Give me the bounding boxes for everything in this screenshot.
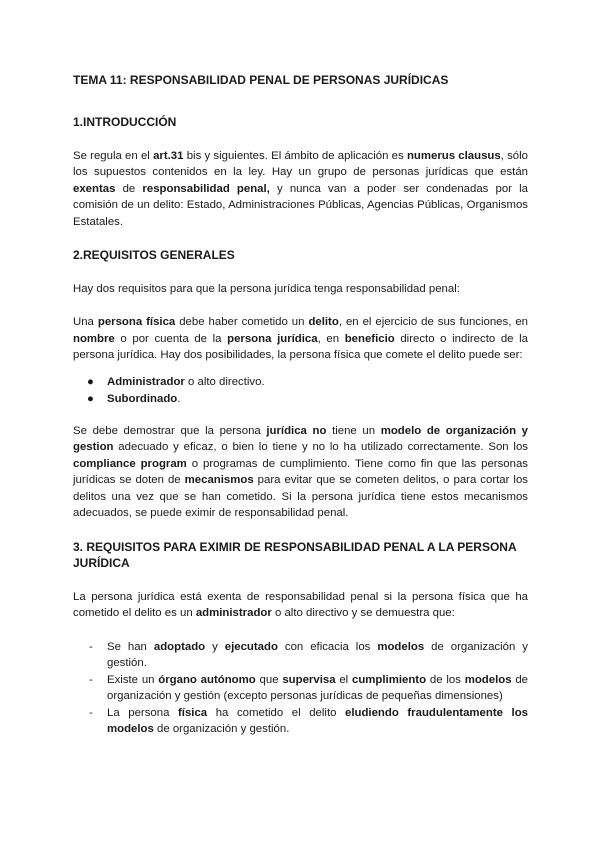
text-run: de organización y gestión. bbox=[153, 723, 290, 735]
section-1-heading: 1.INTRODUCCIÓN bbox=[73, 115, 177, 129]
bold-text: eludiendo fraudulentamente los modelos bbox=[107, 706, 528, 735]
bold-text: numerus clausus bbox=[406, 149, 501, 162]
list-item bbox=[73, 374, 528, 391]
text-run: Se debe demostrar que la persona bbox=[73, 424, 267, 437]
list-item bbox=[73, 639, 528, 672]
bold-text: beneficio bbox=[344, 332, 395, 345]
bold-text: art.31 bbox=[153, 149, 184, 162]
text-run: La persona bbox=[107, 706, 178, 719]
dash-marker: - bbox=[89, 673, 93, 686]
section-1-paragraph bbox=[73, 148, 528, 231]
text-run: , sólo los supuestos contenidos en la ley. Hay un grupo de personas jurídicas que están bbox=[73, 149, 528, 178]
bold-text: adoptado bbox=[153, 640, 206, 653]
bold-text: cumplimiento bbox=[352, 673, 427, 686]
text-run: para evitar que se cometen delitos, o para cortar los delitos una vez que se han cometido. Si la persona jurídica tiene estos mecanismos adecuados, se puede eximir de responsabilidad penal. bbox=[73, 474, 528, 519]
text-run: Una bbox=[73, 316, 98, 328]
bold-text: mecanismos bbox=[184, 474, 254, 486]
bold-text: ejecutado bbox=[224, 640, 278, 653]
bold-text: jurídica no bbox=[266, 424, 327, 437]
bold-text: física bbox=[178, 706, 208, 719]
text-run: de los bbox=[426, 673, 465, 686]
section-2-paragraph bbox=[73, 314, 528, 364]
bold-text: responsabilidad penal, bbox=[142, 182, 270, 195]
text-run: o alto directivo. bbox=[184, 375, 265, 388]
section-3-heading: 3. REQUISITOS PARA EXIMIR DE RESPONSABILIDAD PENAL A LA PERSONA JURÍDICA bbox=[73, 539, 517, 570]
text-run: o alto directivo y se demuestra que: bbox=[271, 607, 455, 619]
bold-text: compliance program bbox=[73, 457, 187, 470]
bold-text: persona física bbox=[97, 316, 176, 328]
document-title: TEMA 11: RESPONSABILIDAD PENAL DE PERSONAS JURÍDICAS bbox=[73, 73, 449, 87]
text-run: , en bbox=[317, 332, 345, 345]
text-run: bis y siguientes. El ámbito de aplicación es bbox=[183, 149, 407, 162]
section-2-intro bbox=[73, 281, 528, 298]
bold-text: persona jurídica bbox=[227, 332, 318, 345]
section-2-paragraph-compliance bbox=[73, 423, 528, 522]
text-run: La persona jurídica está exenta de responsabilidad penal si la persona física que ha cometido el delito es un bbox=[73, 590, 528, 619]
text-run: Se han bbox=[107, 640, 154, 653]
text-run: y bbox=[205, 640, 225, 653]
text-run: adecuado y eficaz, o bien lo tiene y no lo ha utilizado correctamente. Son los bbox=[113, 441, 528, 453]
section-3-paragraph bbox=[73, 589, 528, 622]
bold-text: delito bbox=[308, 316, 339, 328]
bold-text: modelos bbox=[464, 673, 512, 686]
bold-text: órgano autónomo bbox=[158, 673, 256, 686]
text-run: con eficacia los bbox=[277, 640, 378, 653]
text-run: o por cuenta de la bbox=[114, 332, 228, 345]
text-run: Se regula en el bbox=[73, 149, 154, 162]
text-run: de bbox=[115, 182, 143, 195]
text-run: , en el ejercicio de sus funciones, en bbox=[338, 316, 529, 328]
bold-text: administrador bbox=[195, 607, 272, 619]
bold-text: nombre bbox=[73, 332, 115, 345]
bold-text: Administrador bbox=[107, 375, 185, 388]
exemption-requirements-list bbox=[73, 639, 528, 738]
text-run: Hay dos requisitos para que la persona jurídica tenga responsabilidad penal: bbox=[73, 282, 460, 295]
bullet-marker: ● bbox=[87, 393, 94, 405]
text-run: ha cometido el delito bbox=[207, 706, 346, 719]
text-run: de organización y gestión (excepto personas jurídicas de pequeñas dimensiones) bbox=[107, 673, 528, 702]
section-2-heading: 2.REQUISITOS GENERALES bbox=[73, 248, 235, 262]
text-run: debe haber cometido un bbox=[175, 316, 309, 328]
text-run: o programas de cumplimiento. Tiene como fin que las personas jurídicas se doten de bbox=[73, 457, 528, 486]
bold-text: Subordinado bbox=[107, 393, 178, 405]
text-run: el bbox=[335, 673, 353, 686]
person-type-list bbox=[73, 374, 528, 408]
text-run: directo o indirecto de la persona jurídica. Hay dos posibilidades, la persona física que comete el delito puede ser: bbox=[73, 332, 528, 361]
text-run: que bbox=[255, 673, 283, 686]
text-run: Existe un bbox=[107, 673, 159, 686]
bold-text: modelo de organización y gestion bbox=[73, 424, 528, 453]
list-item bbox=[73, 705, 528, 738]
list-item bbox=[73, 672, 528, 705]
text-run: de organización y gestión. bbox=[107, 640, 528, 669]
bold-text: supervisa bbox=[282, 673, 336, 686]
list-item bbox=[73, 391, 528, 408]
dash-marker: - bbox=[89, 640, 93, 653]
dash-marker: - bbox=[89, 706, 93, 719]
text-run: tiene un bbox=[326, 424, 381, 437]
bullet-marker: ● bbox=[87, 375, 94, 388]
text-run: y nunca van a poder ser condenadas por la comisión de un delito: Estado, Administraciones Públicas, Agencias Públicas, Organismos Estatales. bbox=[73, 182, 528, 228]
text-run: . bbox=[177, 393, 181, 405]
bold-text: exentas bbox=[73, 182, 116, 195]
document-page bbox=[73, 62, 528, 738]
bold-text: modelos bbox=[377, 640, 425, 653]
